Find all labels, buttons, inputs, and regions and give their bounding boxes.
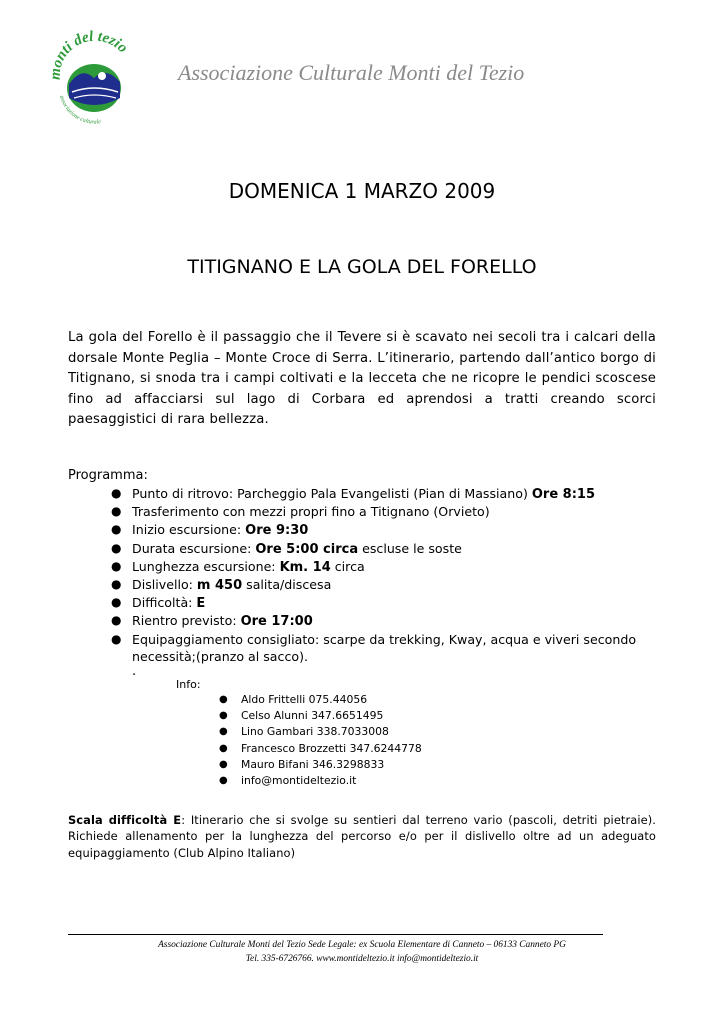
bullet-icon: ● xyxy=(111,558,122,573)
program-item: ● Trasferimento con mezzi propri fino a Titignano (Orvieto) xyxy=(111,504,490,520)
program-item: ● Lunghezza escursione: Km. 14 circa xyxy=(111,558,365,575)
contact-list xyxy=(218,692,422,789)
program-item: ● Durata escursione: Ore 5:00 circa escluse le soste xyxy=(111,540,462,557)
program-item: ● Difficoltà: E xyxy=(111,595,206,612)
event-date: DOMENICA 1 MARZO 2009 xyxy=(228,179,496,203)
difficulty-scale-text: : Itinerario che si svolge su sentieri dal terreno vario (pascoli, detriti pietraie). Richiede allenamento per la lunghezza del percorso e/o per il dislivello oltre ad un adeguato equipaggiamento (Club Alpino Italiano) xyxy=(68,813,656,860)
difficulty-scale-label: Scala difficoltà E xyxy=(68,813,182,827)
bullet-icon: ● xyxy=(219,694,228,705)
bullet-icon: ● xyxy=(111,577,122,592)
bullet-icon: ● xyxy=(219,742,228,754)
contact-item-email: ● info@montideltezio.it xyxy=(218,773,422,789)
bullet-icon: ● xyxy=(111,631,122,646)
bullet-icon: ● xyxy=(111,522,122,537)
bullet-icon: ● xyxy=(111,540,122,555)
event-title: TITIGNANO E LA GOLA DEL FORELLO xyxy=(187,256,537,278)
bullet-icon: ● xyxy=(111,595,122,610)
logo-subtext: associazione culturale xyxy=(58,94,102,126)
program-list xyxy=(108,485,668,666)
logo-graphic xyxy=(42,22,142,134)
contact-item: ● Aldo Frittelli 075.44056 xyxy=(218,692,422,708)
bullet-icon: ● xyxy=(111,613,122,628)
bullet-icon: ● xyxy=(219,710,228,722)
logo-moon-icon xyxy=(98,72,106,80)
organization-name: Associazione Culturale Monti del Tezio xyxy=(178,60,525,85)
logo-text: monti del tezio xyxy=(47,28,131,81)
program-item: ● Equipaggiamento consigliato: scarpe da trekking, Kway, acqua e viveri secondo necessità;(pranzo al sacco). xyxy=(111,631,637,664)
info-label: Info: xyxy=(176,678,201,691)
intro-paragraph: La gola del Forello è il passaggio che il Tevere si è scavato nei secoli tra i calcari della dorsale Monte Peglia – Monte Croce di Serra. L’itinerario, partendo dall’antico borgo di Titignano, si snoda tra i campi coltivati e la lecceta che ne ricopre le pendici scoscese fino ad affacciarsi sul lago di Corbara ed aprendosi a tratti creando scorci paesaggistici di rara bellezza. xyxy=(68,330,656,427)
contact-item: ● Celso Alunni 347.6651495 xyxy=(218,708,422,724)
bullet-icon: ● xyxy=(111,486,122,500)
program-item: ● Punto di ritrovo: Parcheggio Pala Evangelisti (Pian di Massiano) Ore 8:15 xyxy=(111,486,596,502)
program-item: ● Inizio escursione: Ore 9:30 xyxy=(111,522,309,539)
logo-mountain-shape xyxy=(69,73,120,105)
program-trailing-dot: . xyxy=(132,664,137,679)
contact-item: ● Lino Gambari 338.7033008 xyxy=(218,724,422,740)
bullet-icon: ● xyxy=(219,758,228,770)
contact-item: ● Francesco Brozzetti 347.6244778 xyxy=(218,741,422,757)
footer-contacts: Tel. 335-6726766. www.montideltezio.it info@montideltezio.it xyxy=(245,954,479,964)
bullet-icon: ● xyxy=(219,726,228,738)
bullet-icon: ● xyxy=(219,775,228,787)
bullet-icon: ● xyxy=(111,504,122,519)
difficulty-scale-note xyxy=(68,812,656,861)
footer-address: Associazione Culturale Monti del Tezio Sede Legale: ex Scuola Elementare di Canneto – 06133 Canneto PG xyxy=(158,940,566,950)
program-item: ● Rientro previsto: Ore 17:00 xyxy=(111,613,313,630)
logo xyxy=(42,22,142,134)
footer-divider xyxy=(68,934,603,935)
program-item: ● Dislivello: m 450 salita/discesa xyxy=(111,577,332,594)
contact-item: ● Mauro Bifani 346.3298833 xyxy=(218,757,422,773)
program-label: Programma: xyxy=(68,468,148,483)
